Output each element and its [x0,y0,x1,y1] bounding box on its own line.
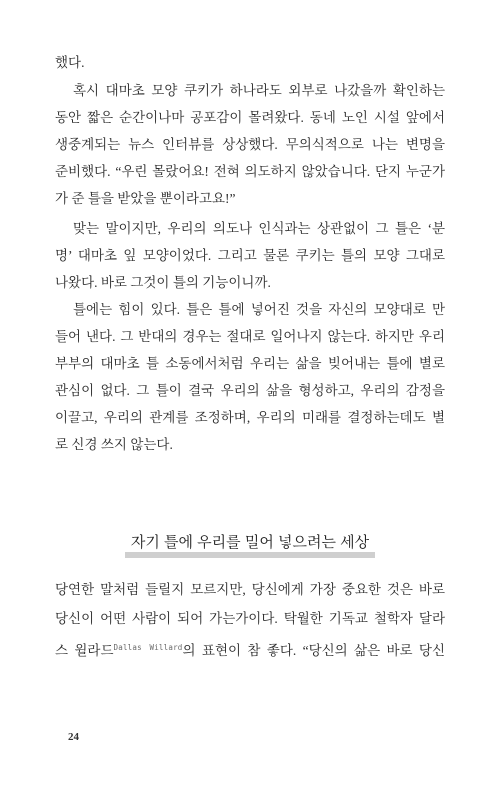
text-line: 명’ 대마초 잎 모양이었다. 그리고 물론 쿠키는 틀의 모양 그대로 [55,248,445,263]
text-line: 로 신경 쓰지 않는다. [55,437,173,452]
text-line: 관심이 없다. 그 틀이 결국 우리의 삶을 형성하고, 우리의 감정을 [55,383,445,398]
continuation-text-block [55,49,445,76]
heading-highlight-band [125,552,375,558]
text-line: 나왔다. 바로 그것이 틀의 기능이니까. [55,275,271,290]
paragraph-4 [55,575,445,662]
text-line-with-annotation [55,633,445,662]
text-line: 당연한 말처럼 들릴지 모르지만, 당신에게 가장 중요한 것은 바로 [55,582,445,597]
section-heading-container [55,529,445,559]
text-line: 이끌고, 우리의 관계를 조정하며, 우리의 미래를 결정하는데도 별 [55,410,445,425]
text-line: 가 준 틀을 받았을 뿐이라고요!” [55,191,236,206]
text-line: 동안 짧은 순간이나마 공포감이 몰려왔다. 동네 노인 시설 앞에서 [55,110,445,125]
text-line: 틀에는 힘이 있다. 틀은 틀에 넣어진 것을 자신의 모양대로 만 [73,302,445,317]
section-heading-text: 자기 틀에 우리를 밀어 넣으려는 세상 [130,534,370,551]
text-line: 혹시 대마초 모양 쿠키가 하나라도 외부로 나갔을까 확인하는 [73,83,445,98]
text-line: 당신이 어떤 사람이 되어 가는가이다. 탁월한 기독교 철학자 달라 [55,611,445,626]
text-segment: 의 표현이 참 좋다. “당신의 삶은 바로 당신 [182,643,445,658]
original-name-annotation: Dallas Willard [113,643,183,652]
page-number: 24 [68,731,79,743]
text-segment: 스 윌라드 [55,643,114,658]
text-line: 준비했다. “우린 몰랐어요! 전혀 의도하지 않았습니다. 단지 누군가 [55,164,445,179]
paragraph-1 [55,77,445,212]
paragraph-3 [55,296,445,458]
text-line: 부부의 대마초 틀 소동에서처럼 우리는 삶을 빚어내는 틀에 별로 [55,356,445,371]
section-heading [125,529,375,557]
text-line: 생중계되는 뉴스 인터뷰를 상상했다. 무의식적으로 나는 변명을 [55,137,445,152]
text-line: 했다. [55,55,85,70]
text-line: 맞는 말이지만, 우리의 의도나 인식과는 상관없이 그 틀은 ‘분 [73,221,445,236]
text-line: 들어 낸다. 그 반대의 경우는 절대로 일어나지 않는다. 하지만 우리 [55,329,445,344]
paragraph-2 [55,215,445,296]
